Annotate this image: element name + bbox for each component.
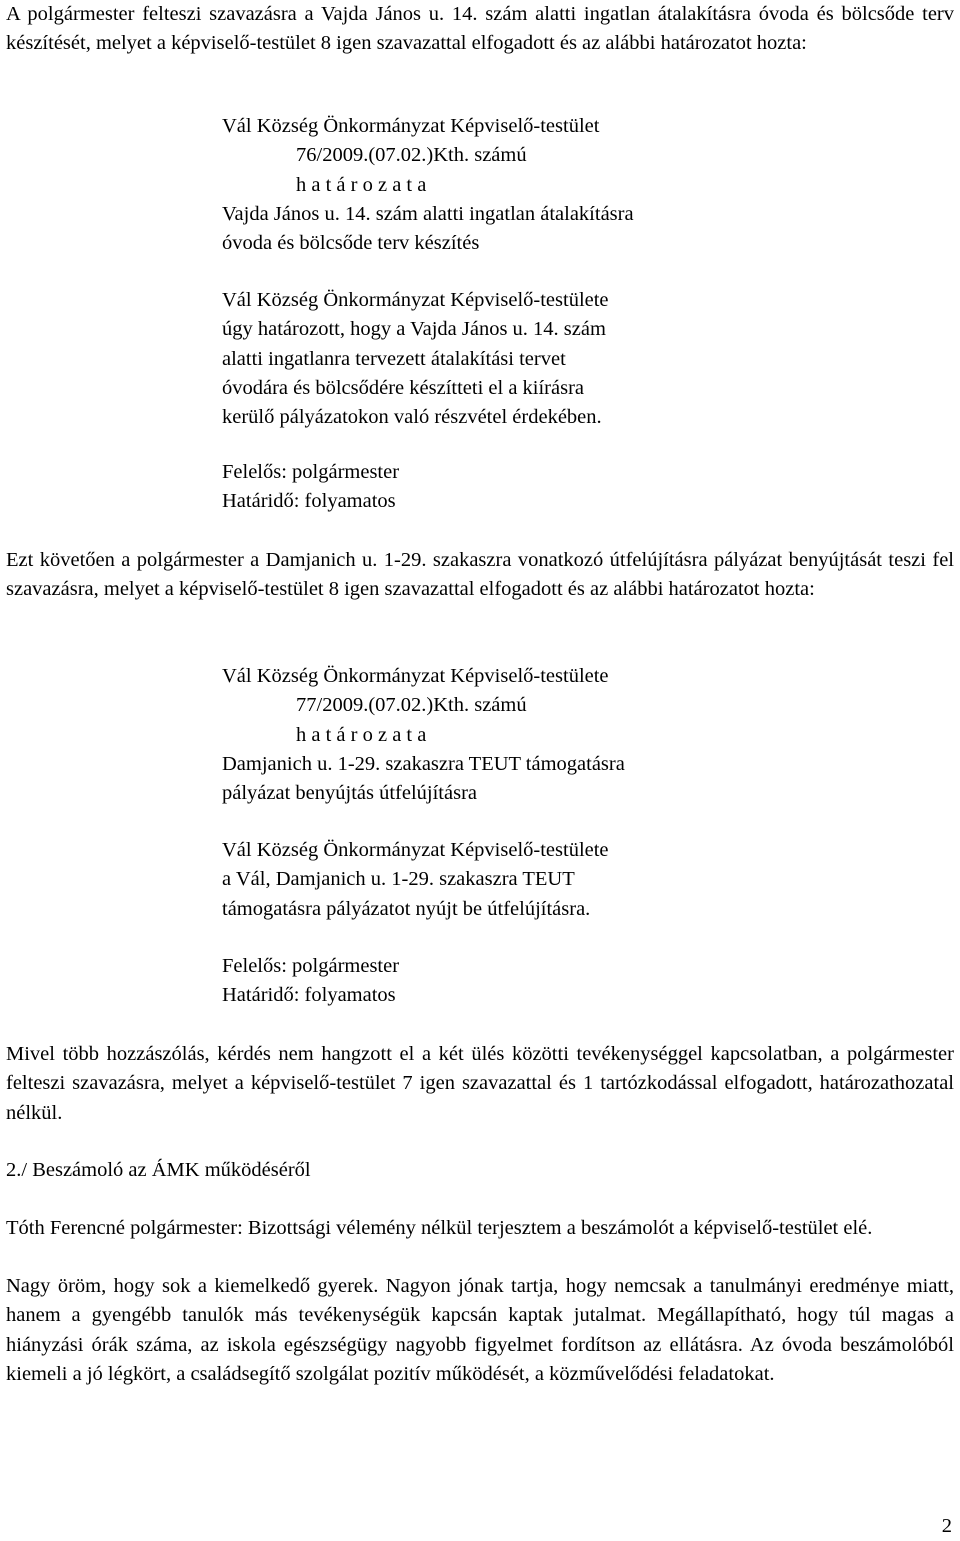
resolution-76-body — [222, 286, 782, 432]
responsible-line: Felelős: polgármester — [222, 461, 400, 483]
report-discussion-paragraph: Nagy öröm, hogy sok a kiemelkedő gyerek. Nagyon jónak tartja, hogy nemcsak a tanulmányi eredménye miatt, hanem a gyengébb tanulók más tevékenységük kapcsán kaptak jutalmat. Megállapítható, hogy túl magas a hiányzási órák száma, az iskola egészségügy nagyobb figyelmet fordítson az ellátásra. Az óvoda beszámolóból kiemeli a jó légkört, a családsegítő szolgálat pozitív működését, a közművelődési feladatokat. — [6, 1275, 954, 1385]
intro-paragraph-2: Ezt követően a polgármester a Damjanich u. 1-29. szakaszra vonatkozó útfelújításra pályázat benyújtását teszi fel szavazásra, melyet a képviselő-testület 8 igen szavazattal elfogadott és az alábbi határozatot hozta: — [6, 549, 954, 601]
resolution-76 — [222, 112, 782, 258]
resolution-77-footer — [222, 952, 782, 1011]
resolution-body-line: támogatásra pályázatot nyújt be útfelújításra. — [222, 897, 591, 920]
resolution-org: Vál Község Önkormányzat Képviselő-testület — [222, 115, 600, 137]
resolution-number: 76/2009.(07.02.)Kth. számú — [296, 144, 527, 167]
resolution-body-line: alatti ingatlanra tervezett átalakítási tervet — [222, 347, 566, 370]
resolution-body-line: Vál Község Önkormányzat Képviselő-testülete — [222, 289, 609, 311]
resolution-subject-line-2: pályázat benyújtás útfelújításra — [222, 782, 478, 805]
resolution-label: h a t á r o z a t a — [296, 723, 427, 746]
resolution-number: 77/2009.(07.02.)Kth. számú — [296, 694, 527, 717]
resolution-77-body — [222, 836, 782, 924]
deadline-line: Határidő: folyamatos — [222, 984, 396, 1007]
voting-paragraph: Mivel több hozzászólás, kérdés nem hangzott el a két ülés közötti tevékenységgel kapcsolatban, a polgármester felteszi szavazásra, melyet a képviselő-testület 7 igen szavazattal és 1 tartózkodással elfogadott, határozathozatal nélkül. — [6, 1043, 954, 1124]
resolution-body-line: a Vál, Damjanich u. 1-29. szakaszra TEUT — [222, 868, 575, 891]
resolution-77 — [222, 662, 782, 808]
resolution-76-footer — [222, 458, 782, 517]
resolution-label: h a t á r o z a t a — [296, 173, 427, 196]
resolution-subject-line-2: óvoda és bölcsőde terv készítés — [222, 232, 480, 255]
resolution-body-line: Vál Község Önkormányzat Képviselő-testülete — [222, 839, 609, 861]
resolution-subject-line-1: Vajda János u. 14. szám alatti ingatlan átalakításra — [222, 202, 634, 225]
resolution-body-line: óvodára és bölcsődére készítteti el a kiírásra — [222, 376, 585, 399]
page-number: 2 — [941, 1515, 952, 1537]
responsible-line: Felelős: polgármester — [222, 955, 400, 977]
resolution-subject-line-1: Damjanich u. 1-29. szakaszra TEUT támogatásra — [222, 752, 625, 775]
deadline-line: Határidő: folyamatos — [222, 490, 396, 513]
resolution-org: Vál Község Önkormányzat Képviselő-testülete — [222, 665, 609, 687]
intro-paragraph-1: A polgármester felteszi szavazásra a Vajda János u. 14. szám alatti ingatlan átalakításra óvoda és bölcsőde terv készítését, melyet a képviselő-testület 8 igen szavazattal elfogadott és az alábbi határozatot hozta: — [6, 3, 954, 55]
mayor-statement: Tóth Ferencné polgármester: Bizottsági vélemény nélkül terjesztem a beszámolót a képviselő-testület elé. — [6, 1217, 873, 1239]
resolution-body-line: úgy határozott, hogy a Vajda János u. 14. szám — [222, 318, 606, 341]
resolution-body-line: kerülő pályázatokon való részvétel érdekében. — [222, 406, 602, 429]
section-2-title: 2./ Beszámoló az ÁMK működéséről — [6, 1159, 311, 1181]
